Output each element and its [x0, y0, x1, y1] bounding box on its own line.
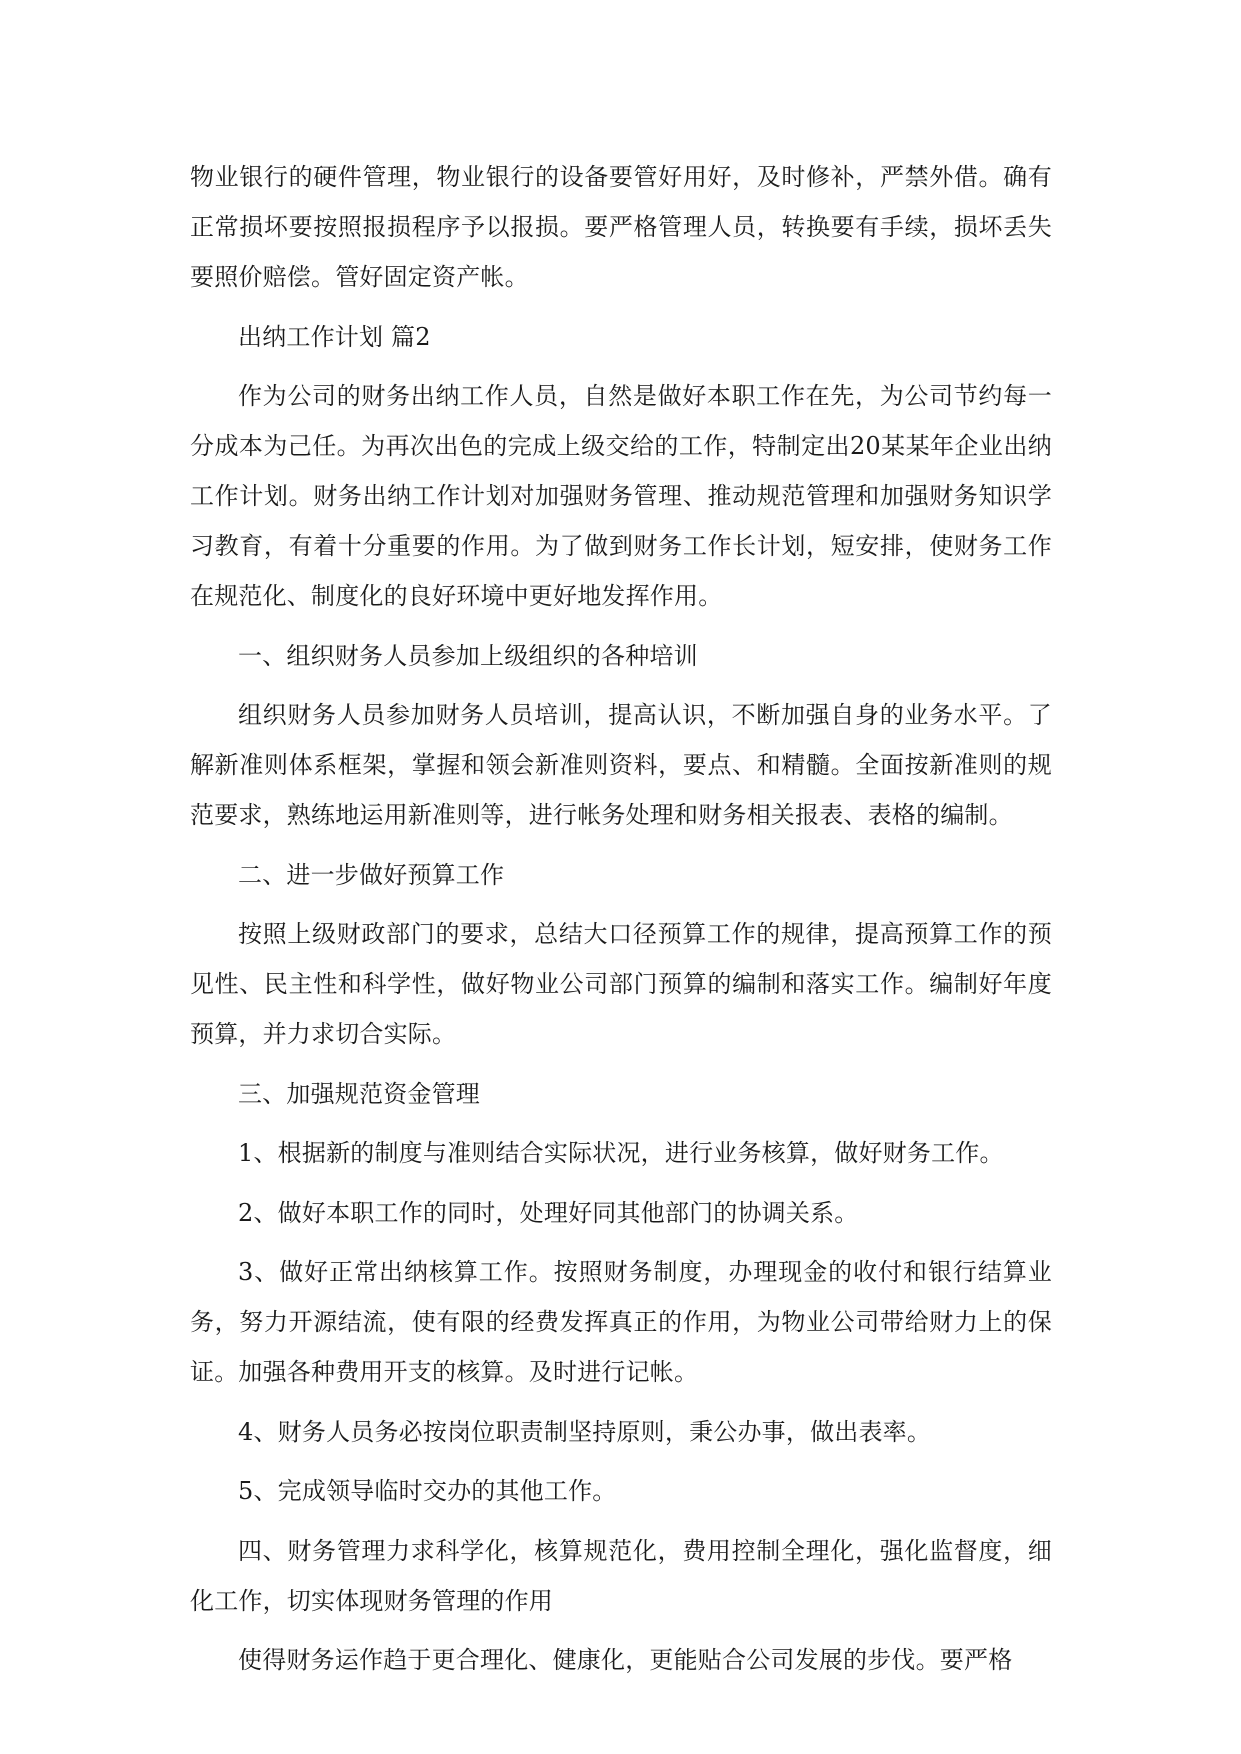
- section-heading-budget: 二、进一步做好预算工作: [238, 860, 505, 889]
- paragraph-training: 组织财务人员参加财务人员培训，提高认识，不断加强自身的业务水平。了解新准则体系框架，掌握和领会新准则资料，要点、和精髓。全面按新准则的规范要求，熟练地运用新准则等，进行帐务处理和财务相关报表、表格的编制。: [190, 701, 1052, 829]
- list-item-5: 5、完成领导临时交办的其他工作。: [238, 1477, 617, 1505]
- document-body: [190, 152, 1052, 1695]
- section-heading-plan-2: 出纳工作计划 篇2: [238, 322, 431, 351]
- list-item-3: 3、做好正常出纳核算工作。按照财务制度，办理现金的收付和银行结算业务，努力开源结流，使有限的经费发挥真正的作用，为物业公司带给财力上的保证。加强各种费用开支的核算。及时进行记帐。: [190, 1258, 1052, 1386]
- section-heading-training: 一、组织财务人员参加上级组织的各种培训: [238, 641, 698, 670]
- list-item-1: 1、根据新的制度与准则结合实际状况，进行业务核算，做好财务工作。: [238, 1139, 1004, 1167]
- list-item-2: 2、做好本职工作的同时，处理好同其他部门的协调关系。: [238, 1198, 859, 1227]
- section-heading-management: 四、财务管理力求科学化，核算规范化，费用控制全理化，强化监督度，细化工作，切实体现财务管理的作用: [190, 1536, 1052, 1615]
- list-item-4: 4、财务人员务必按岗位职责制坚持原则，秉公办事，做出表率。: [238, 1417, 932, 1446]
- section-heading-funds: 三、加强规范资金管理: [238, 1079, 480, 1108]
- paragraph-management: 使得财务运作趋于更合理化、健康化，更能贴合公司发展的步伐。要严格: [238, 1646, 1013, 1674]
- paragraph-intro: 作为公司的财务出纳工作人员，自然是做好本职工作在先，为公司节约每一分成本为己任。为再次出色的完成上级交给的工作，特制定出20某某年企业出纳工作计划。财务出纳工作计划对加强财务管理、推动规范管理和加强财务知识学习教育，有着十分重要的作用。为了做到财务工作长计划，短安排，使财务工作在规范化、制度化的良好环境中更好地发挥作用。: [190, 382, 1052, 610]
- paragraph-continuation: 物业银行的硬件管理，物业银行的设备要管好用好，及时修补，严禁外借。确有正常损坏要按照报损程序予以报损。要严格管理人员，转换要有手续，损坏丢失要照价赔偿。管好固定资产帐。: [190, 163, 1052, 291]
- paragraph-budget: 按照上级财政部门的要求，总结大口径预算工作的规律，提高预算工作的预见性、民主性和科学性，做好物业公司部门预算的编制和落实工作。编制好年度预算，并力求切合实际。: [190, 920, 1052, 1048]
